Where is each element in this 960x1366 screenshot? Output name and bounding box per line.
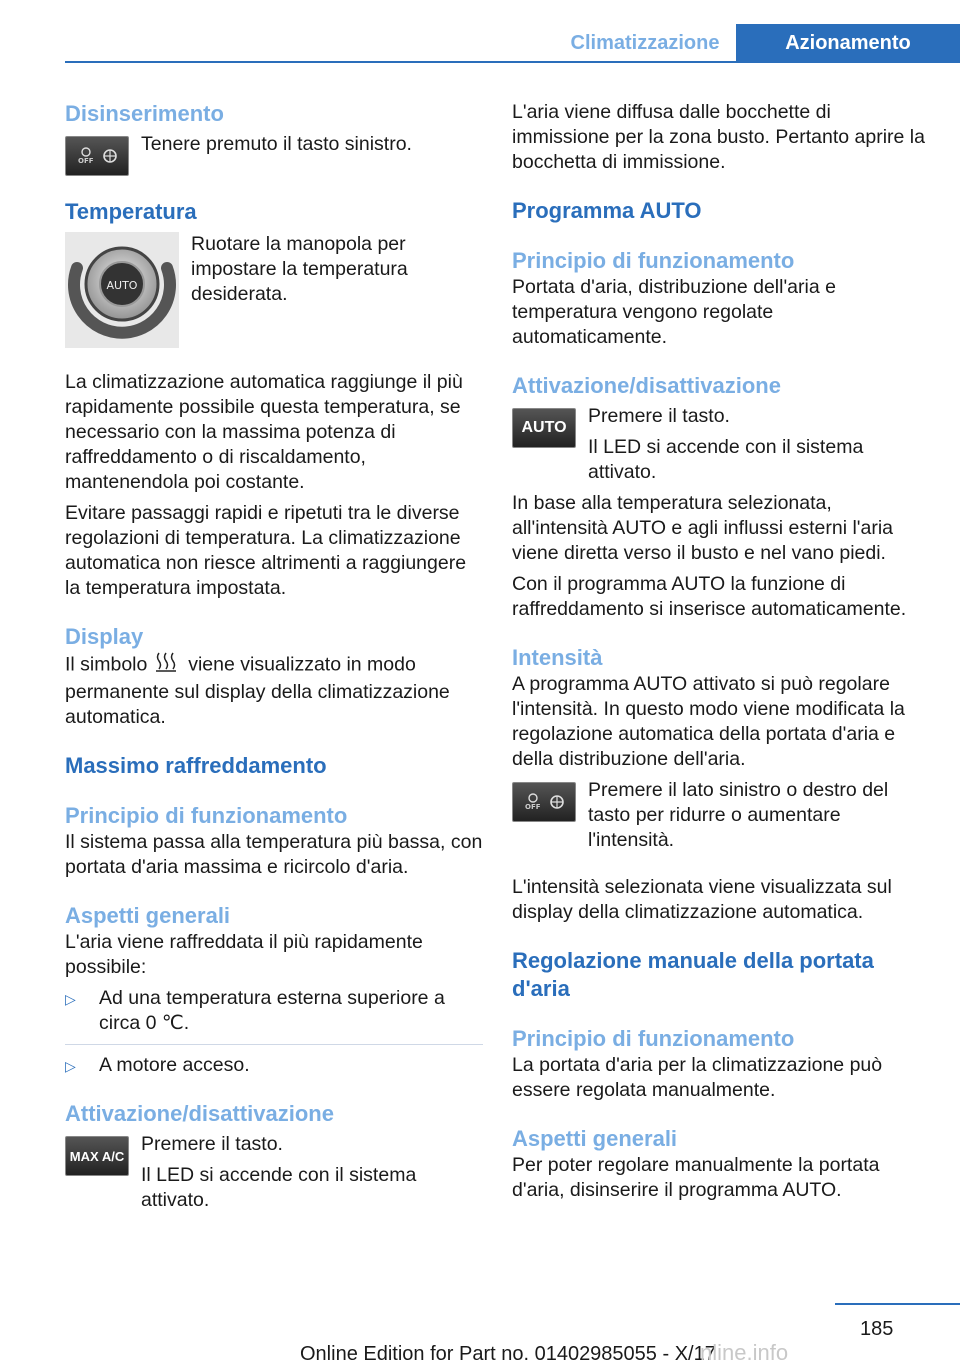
aspetti-text: L'aria viene raffreddata il più rapidamente possibile: <box>65 931 423 978</box>
heading-massimo-raffreddamento: Massimo raffreddamento <box>65 753 327 778</box>
auto-text-1: Premere il tasto. <box>588 405 730 427</box>
heading-display: Display <box>65 624 144 649</box>
heading-principio: Principio di funzionamento <box>65 803 348 828</box>
intensita-text: A programma AUTO attivato si può regolare l'intensità. In questo modo viene modificata la regolazione automatica della portata d'aria e della distribuzione dell'aria. <box>512 673 905 770</box>
auto-text-2: Il LED si accende con il sistema attivato. <box>588 436 864 483</box>
max-ac-label: MAX A/C <box>69 1148 125 1164</box>
heading-regolazione-manuale: Regolazione manuale della portata d'aria <box>512 948 874 1001</box>
heading-aspetti-generali: Aspetti generali <box>512 1126 678 1151</box>
auto-button-icon <box>512 408 576 448</box>
heading-attivazione: Attivazione/disattivazione <box>512 373 781 398</box>
heading-programma-auto: Programma AUTO <box>512 198 702 223</box>
principio-text: Portata d'aria, distribuzione dell'aria e temperatura vengono regolate automaticamente. <box>512 276 836 348</box>
heading-temperatura: Temperatura <box>65 199 197 224</box>
list-item-text: Ad una temperatura esterna superiore a circa 0 ℃. <box>99 987 445 1034</box>
paragraph-con: Con il programma AUTO la funzione di raffreddamento si inserisce automaticamente. <box>512 573 907 620</box>
heading-attivazione: Attivazione/disattivazione <box>65 1101 334 1126</box>
disinserimento-text: Tenere premuto il tasto sinistro. <box>141 133 412 155</box>
paragraph-base: In base alla temperatura selezionata, all'intensità AUTO e agli influssi esterni l'aria viene diretta verso il busto e nel vano piedi. <box>512 492 894 564</box>
heading-principio: Principio di funzionamento <box>512 248 795 273</box>
attivazione-text-1: Premere il tasto. <box>141 1133 283 1155</box>
page-number: 185 <box>860 1318 894 1340</box>
svg-text:OFF: OFF <box>525 803 541 811</box>
left-column <box>65 100 483 1213</box>
header-rule <box>65 61 960 63</box>
aspetti-text: Per poter regolare manualmente la portata d'aria, disinserire il programma AUTO. <box>512 1154 880 1201</box>
display-text <box>65 651 483 730</box>
intensita-row <box>512 778 926 853</box>
edition-line: Online Edition for Part no. 01402985055 - X/17 <box>300 1343 716 1365</box>
heading-intensita: Intensità <box>512 645 603 670</box>
footer-rule <box>835 1303 960 1305</box>
attivazione-text-2: Il LED si accende con il sistema attivato. <box>141 1164 417 1211</box>
tab-climatizzazione[interactable]: Climatizzazione <box>570 31 720 54</box>
temperatura-text: Ruotare la manopola per impostare la temperatura desiderata. <box>191 233 408 305</box>
principio-text: Il sistema passa alla temperatura più bassa, con portata d'aria massima e ricircolo d'aria. <box>65 831 483 878</box>
display-text-end: viene visualizzato in modo permanente sul display della climatizzazione automatica. <box>65 653 450 728</box>
list-item <box>65 1053 483 1078</box>
triangle-right-icon: ▷ <box>65 991 76 1007</box>
list-separator <box>65 1044 483 1045</box>
auto-row <box>512 404 926 485</box>
temperature-knob-icon <box>65 232 179 348</box>
triangle-right-icon: ▷ <box>65 1058 76 1074</box>
svg-text:OFF: OFF <box>78 157 94 165</box>
heading-principio-2: Principio di funzionamento <box>512 1026 795 1051</box>
attivazione-row <box>65 1132 483 1213</box>
list-item <box>65 986 483 1036</box>
temperatura-paragraph-2: Evitare passaggi rapidi e ripetuti tra le diverse regolazioni di temperatura. La climatizzazione automatica non riesce altrimenti a raggiungere la temperatura impostata. <box>65 502 467 599</box>
intro-text: L'aria viene diffusa dalle bocchette di immissione per la zona busto. Pertanto aprire la bocchetta di immissione. <box>512 101 925 173</box>
intensita-display-text: L'intensità selezionata viene visualizzata sul display della climatizzazione automatica. <box>512 876 892 923</box>
watermark: nline.info <box>700 1340 789 1365</box>
intensita-button-text: Premere il lato sinistro o destro del tasto per ridurre o aumentare l'intensità. <box>588 779 889 851</box>
right-column <box>512 100 926 1203</box>
principio-2-text: La portata d'aria per la climatizzazione può essere regolata manualmente. <box>512 1054 883 1101</box>
list-item-text: A motore acceso. <box>99 1054 250 1076</box>
knob-label: AUTO <box>106 279 138 292</box>
heading-aspetti-generali: Aspetti generali <box>65 903 231 928</box>
display-text-start: Il simbolo <box>65 653 148 676</box>
heading-disinserimento: Disinserimento <box>65 101 224 126</box>
temperatura-paragraph-1: La climatizzazione automatica raggiunge il più rapidamente possibile questa temperatura, se necessario con la massima potenza di raffreddamento o di riscaldamento, mantenendola poi costante. <box>65 371 463 493</box>
tab-azionamento[interactable]: Azionamento <box>736 24 960 62</box>
max-ac-button-icon <box>65 1136 129 1176</box>
temperatura-row <box>65 232 483 348</box>
fan-off-button-icon <box>65 136 129 176</box>
auto-button-label: AUTO <box>521 419 567 436</box>
disinserimento-row <box>65 132 483 176</box>
fan-intensity-button-icon <box>512 782 576 822</box>
heat-waves-icon <box>153 651 183 680</box>
